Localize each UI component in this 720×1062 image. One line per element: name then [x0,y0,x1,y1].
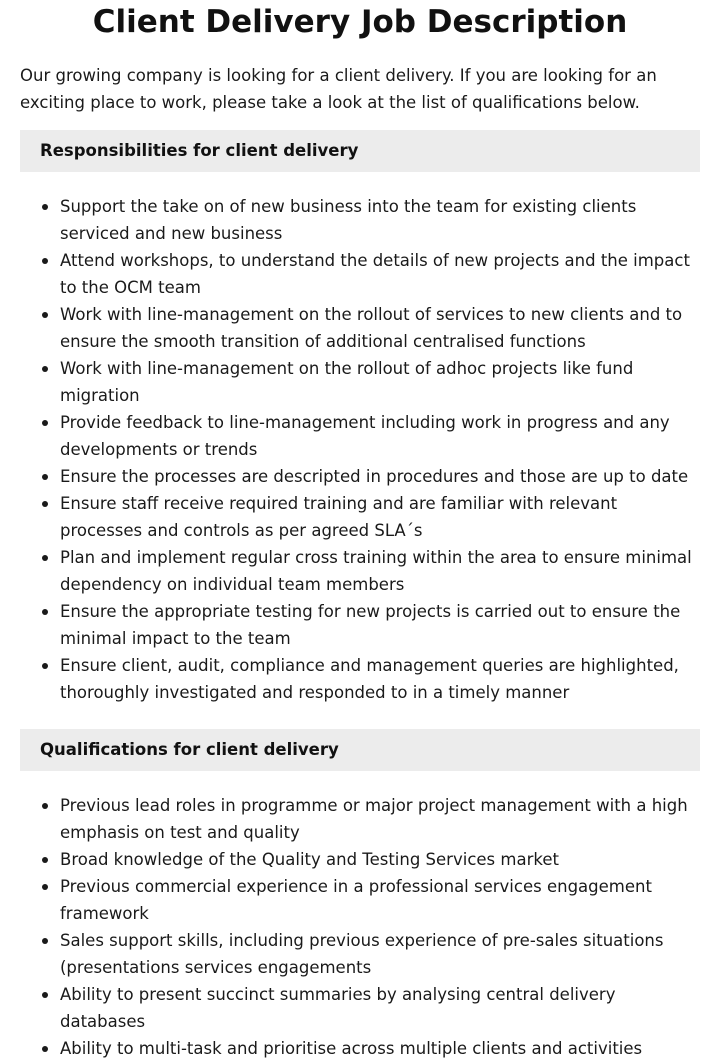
list-item: Ensure staff receive required training and are familiar with relevant processes and controls as per agreed SLA´s [60,490,700,544]
page-title: Client Delivery Job Description [92,4,628,40]
list-item: Plan and implement regular cross training within the area to ensure minimal dependency on individual team members [60,544,700,598]
list-item: Attend workshops, to understand the details of new projects and the impact to the OCM team [60,247,700,301]
responsibilities-list [20,193,700,706]
list-item: Support the take on of new business into the team for existing clients serviced and new business [60,193,700,247]
qualifications-heading: Qualifications for client delivery [20,729,700,771]
list-item: Previous commercial experience in a professional services engagement framework [60,873,700,927]
list-item: Previous lead roles in programme or major project management with a high emphasis on test and quality [60,792,700,846]
responsibilities-heading: Responsibilities for client delivery [20,130,700,172]
list-item: Provide feedback to line-management including work in progress and any developments or trends [60,409,700,463]
intro-paragraph: Our growing company is looking for a client delivery. If you are looking for an exciting place to work, please take a look at the list of qualifications below. [20,66,657,112]
list-item: Ability to present succinct summaries by analysing central delivery databases [60,981,700,1035]
list-item: Ability to multi-task and prioritise across multiple clients and activities [60,1035,700,1062]
list-item: Broad knowledge of the Quality and Testing Services market [60,846,700,873]
list-item: Sales support skills, including previous experience of pre-sales situations (presentations services engagements [60,927,700,981]
qualifications-list [20,792,700,1062]
list-item: Ensure client, audit, compliance and management queries are highlighted, thoroughly investigated and responded to in a timely manner [60,652,700,706]
list-item: Ensure the appropriate testing for new projects is carried out to ensure the minimal impact to the team [60,598,700,652]
list-item: Work with line-management on the rollout of adhoc projects like fund migration [60,355,700,409]
list-item: Ensure the processes are descripted in procedures and those are up to date [60,463,700,490]
list-item: Work with line-management on the rollout of services to new clients and to ensure the smooth transition of additional centralised functions [60,301,700,355]
